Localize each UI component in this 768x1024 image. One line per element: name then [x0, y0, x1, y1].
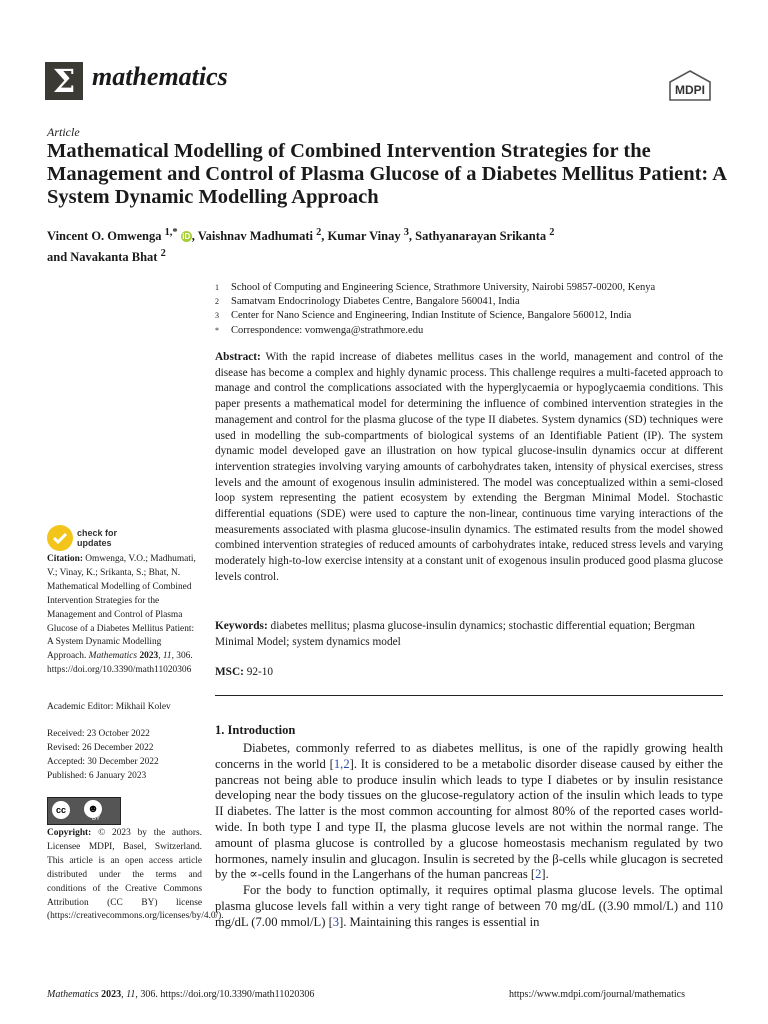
affiliation-item: 1 School of Computing and Engineering Science, Strathmore University, Nairobi 59857-00200, Kenya	[215, 282, 656, 293]
svg-text:MDPI: MDPI	[675, 83, 705, 97]
mdpi-logo-icon	[668, 70, 712, 102]
citation-link[interactable]: 3	[332, 914, 340, 929]
citation-link[interactable]: 1,2	[333, 756, 350, 771]
article-title: Mathematical Modelling of Combined Intervention Strategies for the Management and Control of Plasma Glucose of a Diabetes Mellitus Patient: A System Dynamic Modelling Approach	[47, 140, 726, 208]
journal-name: mathematics	[92, 62, 228, 91]
sigma-icon: Σ	[52, 62, 76, 100]
paragraph: Diabetes, commonly referred to as diabetes mellitus, is one of the rapidly growing health concerns in the world [1,2]. It is considered to be a metabolic disorder disease caused by either the pancreas not being able to produce insulin which leads to type I diabetes or by insulin resistance developing near the body tissues on the glucose-regulatory action of the insulin which leads to type II diabetes. The latter is the most common accounting for almost 80% of the reported cases world-wide. In both type I and type II, the plasma glucose levels are not within the normal range. The amount of plasma glucose is controlled by a glucose homeostasis mechanism regulated by two hormones, namely insulin and glucagon. Insulin is secreted by the β-cells while glucagon is secreted by the ∝-cells found in the Langerhans of the human pancreas [2].	[215, 741, 723, 882]
article-type: Article	[47, 125, 80, 139]
citation-block: Citation: Omwenga, V.O.; Madhumati, V.; Vinay, K.; Srikanta, S.; Bhat, N. Mathematical Modelling of Combined Intervention Strategies for the Management and Control of Plasma Glucose of a Diabetes Mellitus Patient: A System Dynamic Modelling Approach. Mathematics 2023, 11, 306. https://doi.org/10.3390/math11020306	[47, 554, 196, 676]
date-published: Published: 6 January 2023	[47, 770, 147, 781]
creative-commons-icon: cc	[52, 801, 70, 819]
footer-citation: Mathematics 2023, 11, 306. https://doi.org/10.3390/math11020306	[47, 989, 315, 1000]
divider	[215, 695, 723, 696]
affiliation-item: 3 Center for Nano Science and Engineering, Indian Institute of Science, Bangalore 560012, India	[215, 310, 632, 322]
copyright-notice: Copyright: © 2023 by the authors. Licensee MDPI, Basel, Switzerland. This article is an open access article distributed under the terms and conditions of the Creative Commons Attribution (CC BY) license (https://creativecommons.org/licenses/by/4.0/).	[47, 828, 224, 922]
date-revised: Revised: 26 December 2022	[47, 742, 154, 753]
orcid-icon[interactable]: iD	[182, 232, 191, 242]
publication-dates	[47, 728, 202, 784]
person-icon: ☻	[84, 800, 102, 818]
journal-logo	[45, 62, 83, 100]
check-icon	[47, 525, 73, 551]
citation-link[interactable]: 2	[535, 867, 542, 882]
date-accepted: Accepted: 30 December 2022	[47, 756, 159, 767]
affiliations	[215, 281, 725, 338]
academic-editor: Academic Editor: Mikhail Kolev	[47, 702, 171, 712]
msc-code: MSC: 92-10	[215, 666, 274, 678]
paragraph: For the body to function optimally, it requires optimal plasma glucose levels. The optimal plasma glucose levels fall within a very tight range of between 70 mg/dL ((3.90 mmol/L) and 110 mg/dL (7.00 mmol/L) [3]. Maintaining this ranges is essential in	[215, 883, 723, 929]
correspondence[interactable]: * Correspondence: vomwenga@strathmore.edu	[215, 324, 424, 336]
abstract: Abstract: With the rapid increase of diabetes mellitus cases in the world, management and control of the disease has become a complex and highly dynamic process. This challenge requires a multi-faceted approach to manage and control the complications associated with the hyperglycaemia or hypoglycaemia conditions. This paper presents a mathematical model for determining the influence of combined intervention strategies in the management and control for the plasma glucose of the type II diabetes. System dynamics (SD) techniques were used in modelling the sub-compartments of biological systems of an Identifiable Patient (IP). The system dynamic model developed gave an illustration on how typical glucose-insulin dynamics occur at different intervention strategies involving varying amounts of carbohydrates taken, intensity of physical exercises, stress levels and the amount of exogenous insulin administered. The model was conceptualized within a semi-closed loop system representing the patient ecosystem by extending the Bergman Minimal Model. Stochastic differential equations (SDE) were used to capture the non-linear, continuous time varying interactions of the measurements associated with plasma glucose-insulin dynamics. The estimated results from the model showed combined intervention strategies of reduced amounts of carbohydrates intake, reduced stress levels and varying moderately high-to-low exercise intensity at a constant unit of exogenous insulin produced good plasma glucose levels control.	[215, 351, 723, 583]
check-for-updates-button[interactable]: check for updates	[47, 525, 127, 551]
keywords: Keywords: diabetes mellitus; plasma glucose-insulin dynamics; stochastic differential equation; Bergman Minimal Model; system dynamics model	[215, 620, 695, 648]
section-heading: 1. Introduction	[215, 723, 296, 737]
cc-by-license-badge[interactable]: cc ☻ BY	[47, 797, 121, 825]
introduction-body	[215, 741, 723, 931]
footer-journal-url[interactable]: https://www.mdpi.com/journal/mathematics	[509, 989, 685, 1000]
date-received: Received: 23 October 2022	[47, 729, 150, 739]
affiliation-item: 2 Samatvam Endocrinology Diabetes Centre, Bangalore 560041, India	[215, 296, 520, 308]
author-list: Vincent O. Omwenga $^{1,*}$ iD , Vaishnav Madhumati $^2$, Kumar Vinay $^3$, Sathyanarayan Srikanta $^2$ and Navakanta Bhat $^2$	[47, 227, 555, 265]
